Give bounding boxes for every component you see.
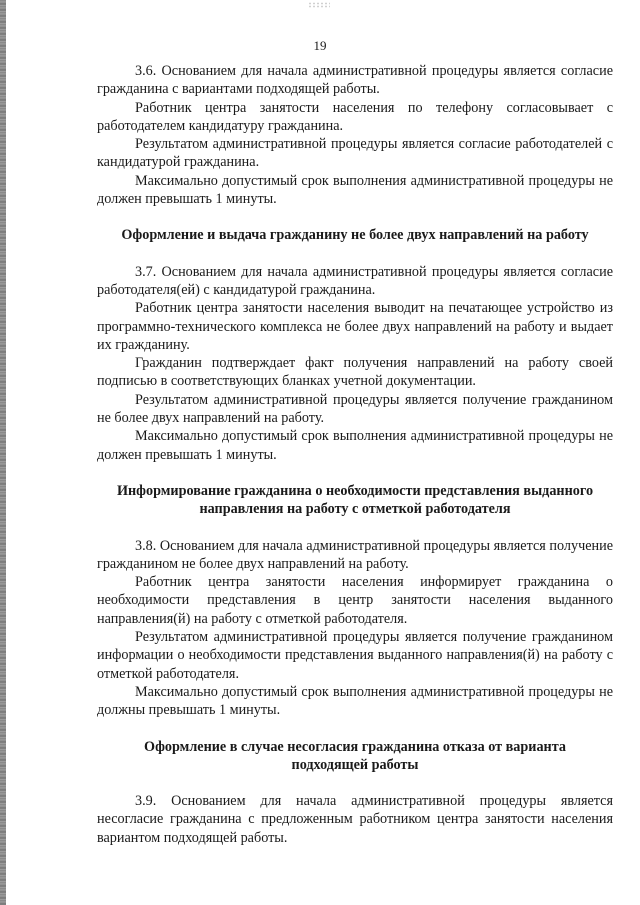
section-heading: Оформление и выдача гражданину не более двух направлений на работу [121, 227, 589, 244]
paragraph: Работник центра занятости населения выводит на печатающее устройство из программно-технического комплекса не более двух направлений на работу и выдает их гражданину. [97, 300, 613, 353]
section-3-6 [97, 62, 613, 208]
document-body [97, 62, 613, 847]
section-3-8 [97, 537, 613, 720]
paragraph: 3.8. Основанием для начала административной процедуры является получение гражданином не более двух направлений на работу. [97, 537, 613, 572]
paragraph: Результатом административной процедуры является согласие работодателей с кандидатурой гражданина. [97, 136, 613, 171]
paragraph: Результатом административной процедуры является получение гражданином не более двух направлений на работу. [97, 391, 613, 427]
scan-speck [308, 2, 330, 8]
section-heading-line-1: Информирование гражданина о необходимости представления выданного [116, 482, 594, 499]
paragraph: Работник центра занятости населения по телефону согласовывает с работодателем кандидатуру гражданина. [97, 99, 613, 134]
paragraph: Максимально допустимый срок выполнения административной процедуры не должен превышать 1 минуты. [97, 428, 613, 463]
paragraph: 3.7. Основанием для начала административной процедуры является согласие работодателя(ей) с кандидатурой гражданина. [97, 263, 613, 298]
section-3-7 [97, 263, 613, 464]
section-heading-line-1: Оформление в случае несогласия гражданина отказа от варианта [144, 738, 566, 755]
paragraph: Работник центра занятости населения информирует гражданина о необходимости представления в центр занятости населения выданного направления(й) на работу с отметкой работодателя. [97, 574, 613, 627]
section-heading-line-2: подходящей работы [291, 756, 419, 773]
page-number: 19 [313, 38, 327, 53]
paragraph: Гражданин подтверждает факт получения направлений на работу своей подписью в соответствующих бланках учетной документации. [97, 355, 613, 390]
paragraph: Результатом административной процедуры является получение гражданином информации о необходимости представления выданного направления(й) на работу с отметкой работодателя. [97, 629, 613, 682]
paragraph: 3.9. Основанием для начала административной процедуры является несогласие гражданина с предложенным работником центра занятости населения вариантом подходящей работы. [97, 793, 613, 846]
paragraph: Максимально допустимый срок выполнения административной процедуры не должен превышать 1 минуты. [97, 172, 613, 208]
section-3-9 [97, 792, 613, 847]
paragraph: 3.6. Основанием для начала административной процедуры является согласие гражданина с вариантами подходящей работы. [97, 63, 613, 98]
paragraph: Максимально допустимый срок выполнения административной процедуры не должны превышать 1 минуты. [97, 683, 613, 719]
scan-edge [0, 0, 6, 905]
section-heading-line-2: направления на работу с отметкой работодателя [199, 501, 511, 518]
